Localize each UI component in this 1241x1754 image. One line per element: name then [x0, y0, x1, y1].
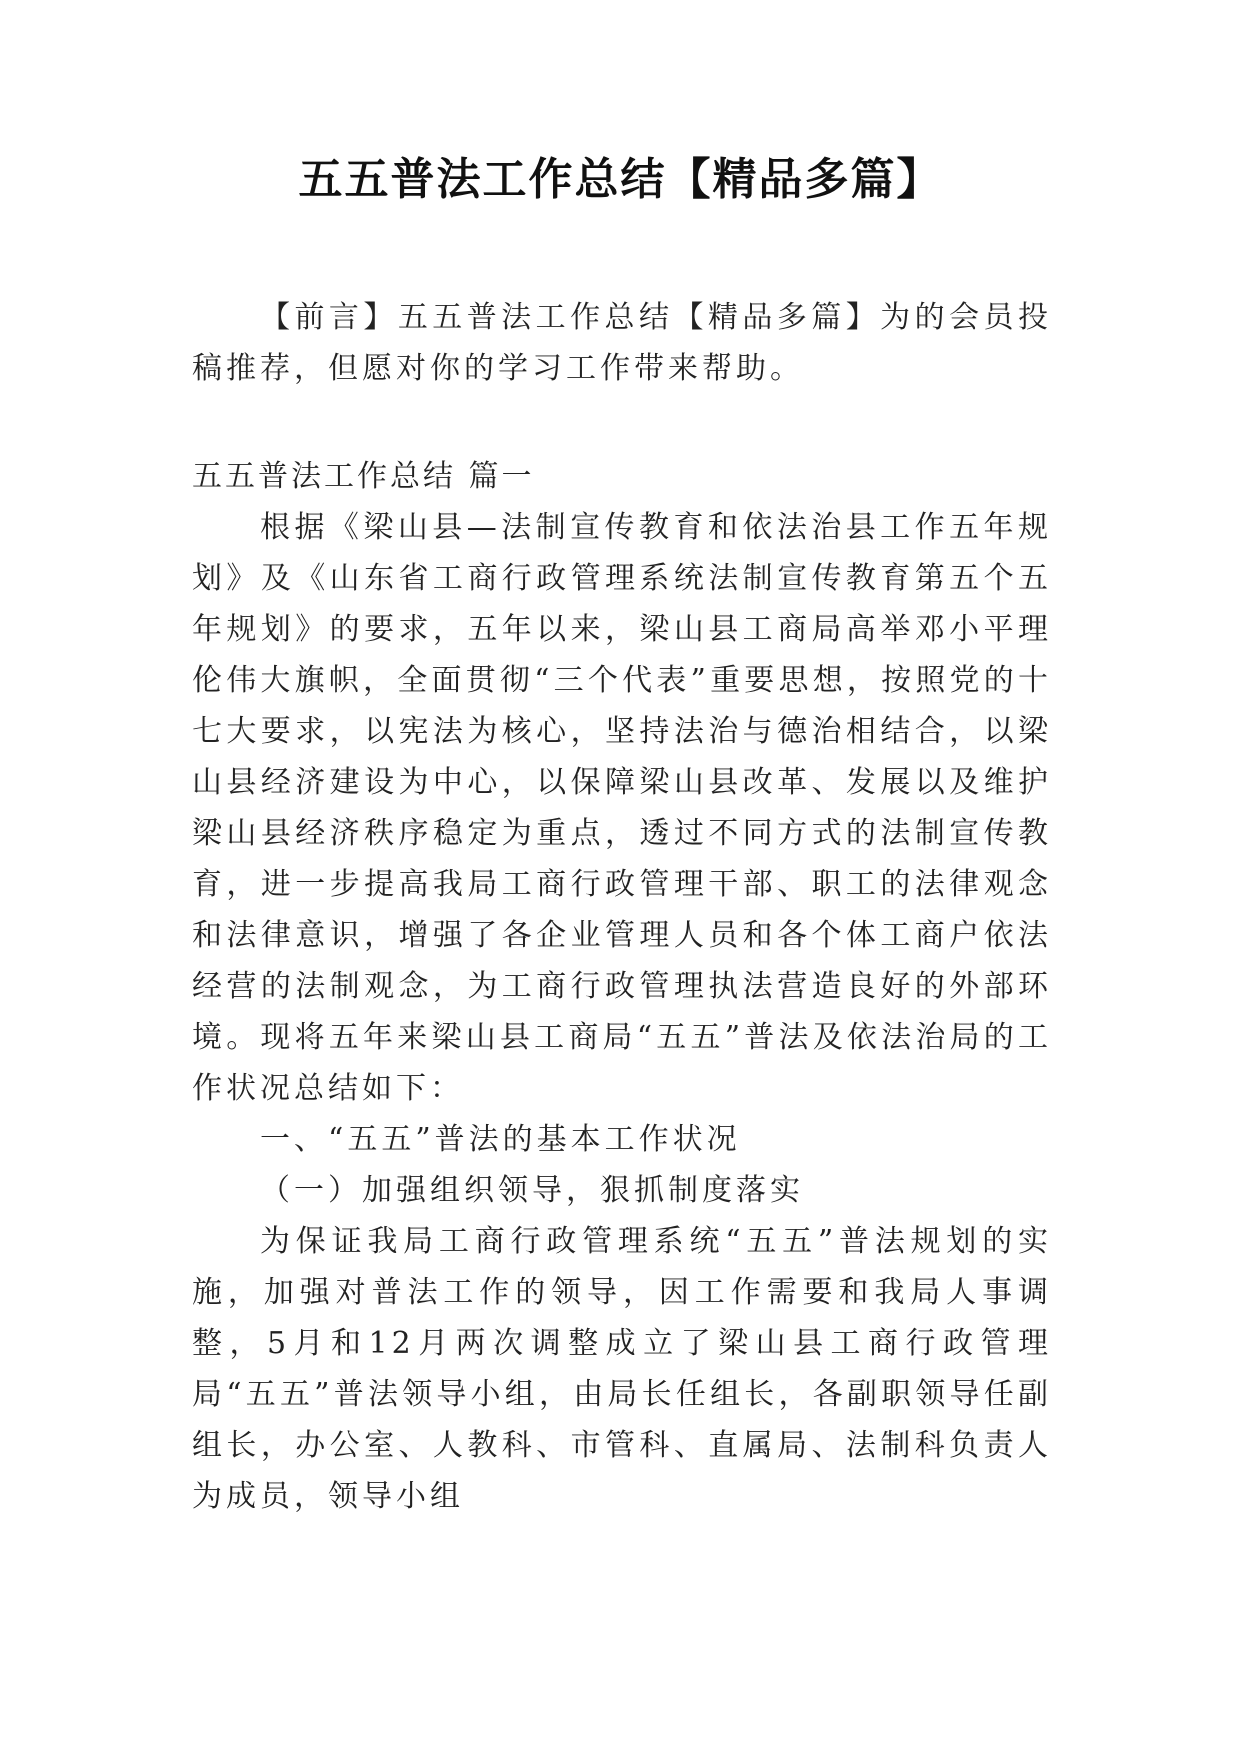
subheading-1-1: （一）加强组织领导，狠抓制度落实 [260, 1173, 804, 1208]
section-heading: 五五普法工作总结 篇一 [192, 459, 535, 494]
document-title: 五五普法工作总结【精品多篇】 [298, 154, 943, 205]
document-body [192, 292, 1052, 1522]
preface-paragraph: 【前言】五五普法工作总结【精品多篇】为的会员投稿推荐，但愿对你的学习工作带来帮助。 [192, 300, 1052, 386]
body-paragraph-1: 根据《梁山县—法制宣传教育和依法治县工作五年规划》及《山东省工商行政管理系统法制宣传教育第五个五年规划》的要求，五年以来，梁山县工商局高举邓小平理伦伟大旗帜，全面贯彻“三个代表”重要思想，按照党的十七大要求，以宪法为核心，坚持法治与德治相结合，以梁山县经济建设为中心，以保障梁山县改革、发展以及维护梁山县经济秩序稳定为重点，透过不同方式的法制宣传教育，进一步提高我局工商行政管理干部、职工的法律观念和法律意识，增强了各企业管理人员和各个体工商户依法经营的法制观念，为工商行政管理执法营造良好的外部环境。现将五年来梁山县工商局“五五”普法及依法治局的工作状况总结如下： [192, 510, 1052, 1106]
body-paragraph-2: 为保证我局工商行政管理系统“五五”普法规划的实施，加强对普法工作的领导，因工作需要和我局人事调整，5月和12月两次调整成立了梁山县工商行政管理局“五五”普法领导小组，由局长任组长，各副职领导任副组长，办公室、人教科、市管科、直属局、法制科负责人为成员，领导小组 [192, 1224, 1052, 1514]
subheading-1: 一、“五五”普法的基本工作状况 [260, 1122, 741, 1157]
